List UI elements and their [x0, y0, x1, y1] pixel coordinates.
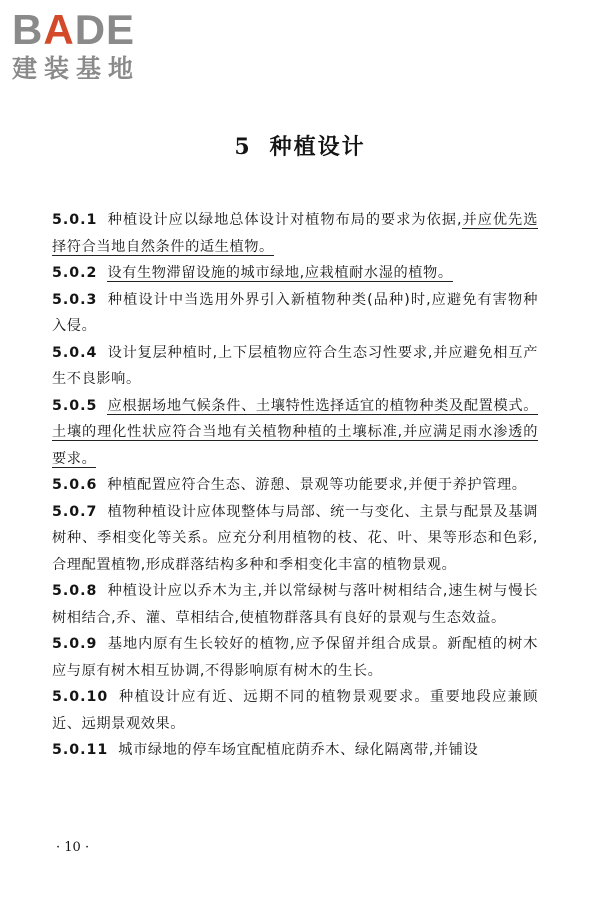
clause-number: 5.0.11 [52, 742, 109, 758]
logo-letters-de: DE [74, 6, 136, 53]
clause-number: 5.0.3 [52, 291, 98, 308]
clause-number: 5.0.5 [52, 397, 98, 414]
clause-text: 种植设计中当选用外界引入新植物种类(品种)时,应避免有害物种入侵。 [52, 291, 538, 334]
clause-list [52, 207, 538, 764]
clause-text-underlined: 并应优先选择符合当地自然条件的适生植物。 [52, 212, 538, 255]
clause-5-0-2 [52, 260, 538, 287]
clause-text: 种植设计应以绿地总体设计对植物布局的要求为依据, [107, 212, 463, 228]
clause-number: 5.0.1 [52, 212, 98, 228]
clause-5-0-9 [52, 631, 538, 684]
clause-text-underlined: 应根据场地气候条件、土壤特性选择适宜的植物种类及配置模式。土壤的理化性状应符合当地有关植物种植的土壤标准,并应满足雨水渗透的要求。 [52, 397, 538, 467]
clause-number: 5.0.9 [52, 636, 98, 652]
clause-5-0-3 [52, 287, 538, 340]
clause-5-0-11 [52, 737, 538, 764]
clause-5-0-6 [52, 472, 538, 499]
logo-wordmark [12, 8, 182, 52]
chapter-title-text: 种植设计 [269, 134, 366, 160]
clause-text: 设计复层种植时,上下层植物应符合生态习性要求,并应避免相互产生不良影响。 [52, 344, 538, 387]
clause-number: 5.0.7 [52, 503, 98, 520]
clause-text-underlined: 设有生物滞留设施的城市绿地,应栽植耐水湿的植物。 [107, 265, 453, 281]
clause-number: 5.0.8 [52, 583, 98, 599]
clause-text: 种植设计应有近、远期不同的植物景观要求。重要地段应兼顾近、远期景观效果。 [52, 689, 538, 732]
clause-5-0-10 [52, 684, 538, 737]
clause-text: 种植配置应符合生态、游憩、景观等功能要求,并便于养护管理。 [107, 477, 527, 493]
clause-5-0-4 [52, 340, 538, 393]
clause-5-0-1 [52, 207, 538, 260]
bade-logo [12, 8, 182, 84]
clause-text: 种植设计应以乔木为主,并以常绿树与落叶树相结合,速生树与慢长树相结合,乔、灌、草相结合,使植物群落具有良好的景观与生态效益。 [52, 583, 538, 626]
logo-letter-a: A [43, 6, 75, 53]
clause-5-0-7 [52, 499, 538, 579]
page-number: · 10 · [56, 840, 90, 855]
clause-number: 5.0.10 [52, 689, 109, 705]
chapter-title [0, 130, 600, 161]
clause-number: 5.0.6 [52, 477, 98, 493]
clause-number: 5.0.2 [52, 265, 98, 281]
clause-number: 5.0.4 [52, 344, 98, 361]
logo-letter-b: B [12, 6, 44, 53]
clause-text: 基地内原有生长较好的植物,应予保留并组合成景。新配植的树木应与原有树木相互协调,不得影响原有树木的生长。 [52, 636, 538, 679]
clause-text: 城市绿地的停车场宜配植庇荫乔木、绿化隔离带,并铺设 [118, 742, 479, 758]
logo-subtitle: 建装基地 [12, 54, 141, 83]
chapter-number: 5 [234, 134, 252, 160]
clause-5-0-5 [52, 393, 538, 473]
clause-5-0-8 [52, 578, 538, 631]
clause-text: 植物种植设计应体现整体与局部、统一与变化、主景与配景及基调树种、季相变化等关系。应充分利用植物的枝、花、叶、果等形态和色彩,合理配置植物,形成群落结构多种和季相变化丰富的植物景观。 [52, 503, 538, 573]
